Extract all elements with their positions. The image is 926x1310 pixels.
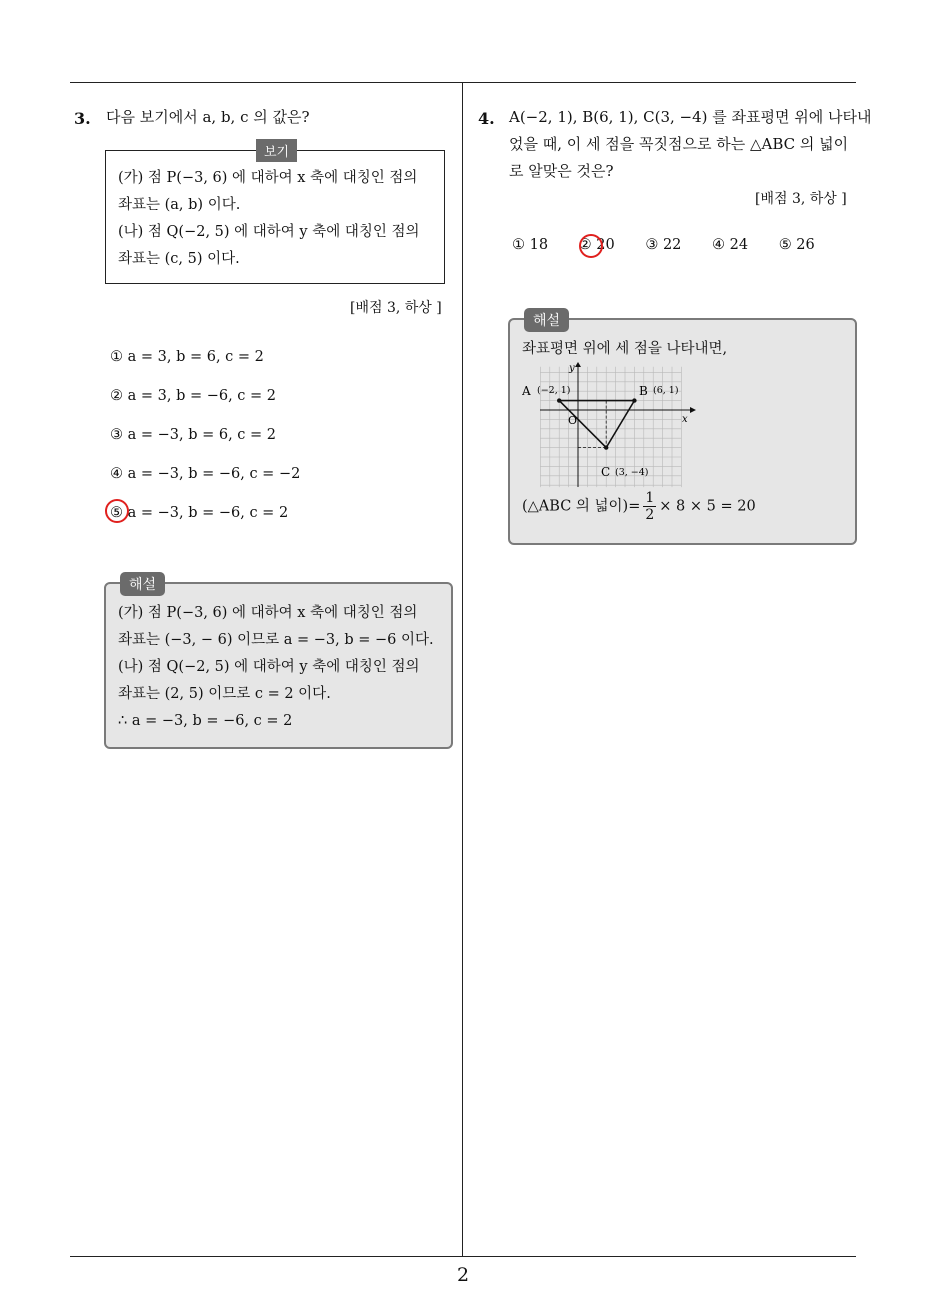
q3-choice-4[interactable]: ④ a = −3, b = −6, c = −2 — [110, 466, 301, 482]
y-axis-label: y — [569, 363, 575, 374]
q4-prompt-line: 었을 때, 이 세 점을 꼭짓점으로 하는 △ABC 의 넓이 — [509, 135, 849, 153]
fraction-numerator: 1 — [645, 490, 655, 506]
q3-solution-line: 좌표는 (2, 5) 이므로 c = 2 이다. — [118, 686, 331, 702]
q3-solution-line: (가) 점 P(−3, 6) 에 대하여 x 축에 대칭인 점의 — [118, 605, 418, 621]
bottom-rule — [70, 1256, 856, 1257]
q4-score: [배점 3, 하상 ] — [755, 191, 847, 207]
top-rule — [70, 82, 856, 83]
q3-choice-5[interactable]: ⑤ a = −3, b = −6, c = 2 — [110, 505, 289, 521]
q3-solution-label: 해설 — [120, 572, 165, 596]
q3-score: [배점 3, 하상 ] — [350, 300, 442, 316]
point-c-name: C — [601, 465, 611, 479]
q3-choice-3[interactable]: ③ a = −3, b = 6, c = 2 — [110, 427, 277, 443]
q3-solution-line: (나) 점 Q(−2, 5) 에 대하여 y 축에 대칭인 점의 — [118, 659, 420, 675]
point-b — [632, 398, 636, 402]
column-divider — [462, 82, 463, 1256]
q3-choice-2[interactable]: ② a = 3, b = −6, c = 2 — [110, 388, 277, 404]
q4-solution-label: 해설 — [524, 308, 569, 332]
q3-bogi-line: (가) 점 P(−3, 6) 에 대하여 x 축에 대칭인 점의 — [118, 170, 418, 186]
x-axis-arrow — [690, 407, 696, 413]
q3-solution-line: ∴ a = −3, b = −6, c = 2 — [118, 713, 293, 729]
q3-bogi-line: (나) 점 Q(−2, 5) 에 대하여 y 축에 대칭인 점의 — [118, 224, 420, 240]
q3-bogi-box — [105, 145, 445, 284]
area-prefix: (△ABC 의 넓이)= — [522, 498, 641, 515]
q4-choice-2[interactable]: ② 20 — [578, 237, 615, 253]
point-c-coord: (3, −4) — [615, 467, 649, 478]
q4-prompt-line: A(−2, 1), B(6, 1), C(3, −4) 를 좌표평면 위에 나타내 — [509, 108, 872, 126]
fraction-denominator: 2 — [645, 507, 655, 523]
q3-bogi-line: 좌표는 (a, b) 이다. — [118, 197, 241, 213]
point-a — [557, 398, 561, 402]
q3-choices — [110, 346, 300, 541]
q4-prompt — [509, 104, 872, 185]
point-a-coord: (−2, 1) — [537, 385, 571, 396]
page-number: 2 — [456, 1264, 470, 1286]
point-a-name: A — [522, 384, 531, 398]
q3-bogi-line: 좌표는 (c, 5) 이다. — [118, 251, 240, 267]
point-b-coord: (6, 1) — [653, 385, 679, 396]
q3-solution-body — [118, 600, 434, 735]
area-fraction — [643, 490, 656, 523]
q4-answer-mark — [579, 234, 603, 258]
q3-solution-line: 좌표는 (−3, − 6) 이므로 a = −3, b = −6 이다. — [118, 632, 434, 648]
q4-prompt-line: 로 알맞은 것은? — [509, 162, 614, 180]
q3-bogi-label: 보기 — [256, 139, 297, 162]
q4-number: 4. — [478, 109, 495, 128]
q4-choice-4[interactable]: ④ 24 — [712, 237, 749, 253]
q3-number: 3. — [74, 109, 91, 128]
q4-solution-intro: 좌표평면 위에 세 점을 나타내면, — [522, 341, 728, 357]
point-c — [604, 445, 608, 449]
q4-choices — [512, 237, 841, 253]
q4-coordinate-graph — [522, 362, 697, 490]
q3-bogi-body — [118, 165, 420, 273]
q4-choice-1[interactable]: ① 18 — [512, 237, 549, 253]
origin-label: O — [568, 414, 578, 427]
q4-choice-5[interactable]: ⑤ 26 — [778, 237, 815, 253]
q4-area-formula — [522, 490, 756, 523]
q3-answer-mark — [105, 499, 129, 523]
q3-solution-box — [104, 577, 453, 749]
y-axis-arrow — [575, 362, 581, 367]
area-suffix: × 8 × 5 = 20 — [659, 498, 756, 515]
x-axis-label: x — [682, 414, 688, 425]
q4-choice-3[interactable]: ③ 22 — [645, 237, 682, 253]
point-b-name: B — [639, 384, 648, 398]
q3-choice-1[interactable]: ① a = 3, b = 6, c = 2 — [110, 349, 264, 365]
q3-prompt: 다음 보기에서 a, b, c 의 값은? — [106, 108, 310, 126]
